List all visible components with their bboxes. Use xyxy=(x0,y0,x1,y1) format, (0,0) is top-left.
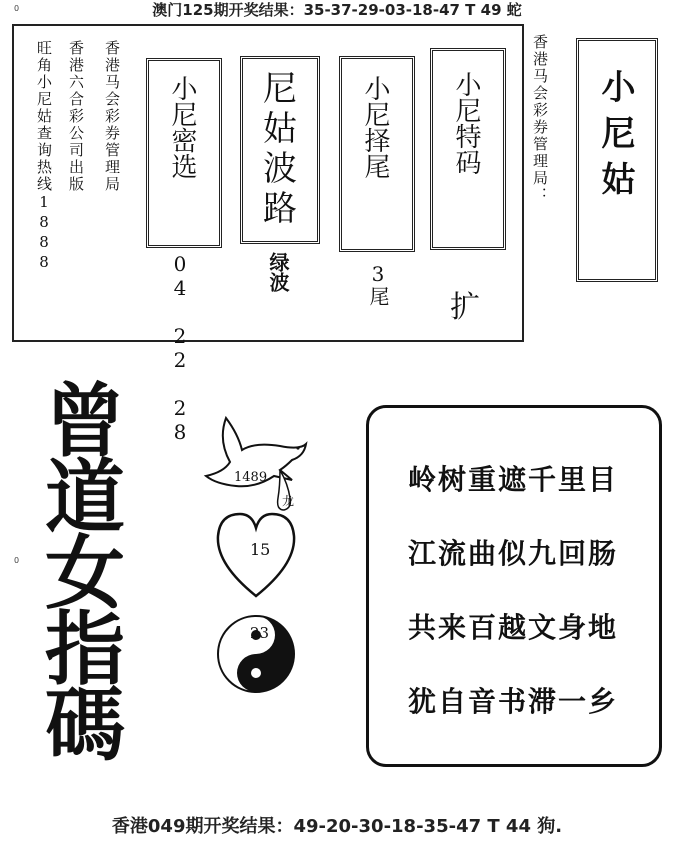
big-title-char: 碼 xyxy=(45,679,125,772)
symbols-graphic xyxy=(196,410,316,710)
hongkong-result-footer: 香港049期开奖结果：49-20-30-18-35-47 T 44 狗. xyxy=(111,816,563,837)
big-title-char: 道 xyxy=(45,451,125,544)
publisher-bureau-column: 香港马会彩券管理局 xyxy=(103,40,121,193)
hotline-column: 旺角小尼姑查询热线1888 xyxy=(35,40,53,273)
tail-box xyxy=(339,56,415,252)
poem-line-2: 江流曲似九回肠 xyxy=(408,537,619,570)
wave-box-label-char: 波 xyxy=(263,149,297,189)
password-box xyxy=(146,58,222,248)
big-title-char: 指 xyxy=(45,603,125,696)
wave-box-label xyxy=(249,69,311,229)
wave-box-label-char: 路 xyxy=(263,189,297,229)
special-box-label: 小尼特码 xyxy=(451,71,481,175)
publisher-right-column: 香港马会彩券管理局： xyxy=(531,34,549,204)
poem-line-3: 共来百越文身地 xyxy=(408,611,619,644)
publisher-company-column: 香港六合彩公司出版 xyxy=(67,40,85,193)
title-box xyxy=(576,38,658,282)
big-title-char: 曾 xyxy=(45,375,125,468)
poem-line-1: 岭树重遮千里目 xyxy=(408,463,619,496)
heart-number: 15 xyxy=(250,540,271,559)
wave-answer: 绿波 xyxy=(266,252,290,292)
poem-line-4: 犹自音书滞一乡 xyxy=(408,685,619,718)
wave-box-label-char: 姑 xyxy=(263,109,297,149)
macau-result-header: 澳门125期开奖结果：35-37-29-03-18-47 T 49 蛇 xyxy=(152,1,522,19)
password-answer: 04 22 28 xyxy=(168,252,192,444)
dove-number: 1489 xyxy=(234,470,268,485)
title-box-text: 小尼姑 xyxy=(595,69,635,207)
margin-mark-middle: 0 xyxy=(14,556,20,565)
wave-box-label-char: 尼 xyxy=(263,69,297,109)
tail-answer: 3尾 xyxy=(366,262,390,306)
big-title xyxy=(40,375,130,772)
password-box-label: 小尼密选 xyxy=(167,75,197,179)
dove-zodiac: 龙 xyxy=(282,494,295,508)
margin-mark-top: 0 xyxy=(14,4,20,13)
special-answer: 扩 xyxy=(450,290,480,325)
big-title-char: 女 xyxy=(45,527,125,620)
special-box xyxy=(430,48,506,250)
wave-box xyxy=(240,56,320,244)
tail-box-label: 小尼择尾 xyxy=(360,75,390,179)
yinyang-number: 23 xyxy=(250,624,270,642)
